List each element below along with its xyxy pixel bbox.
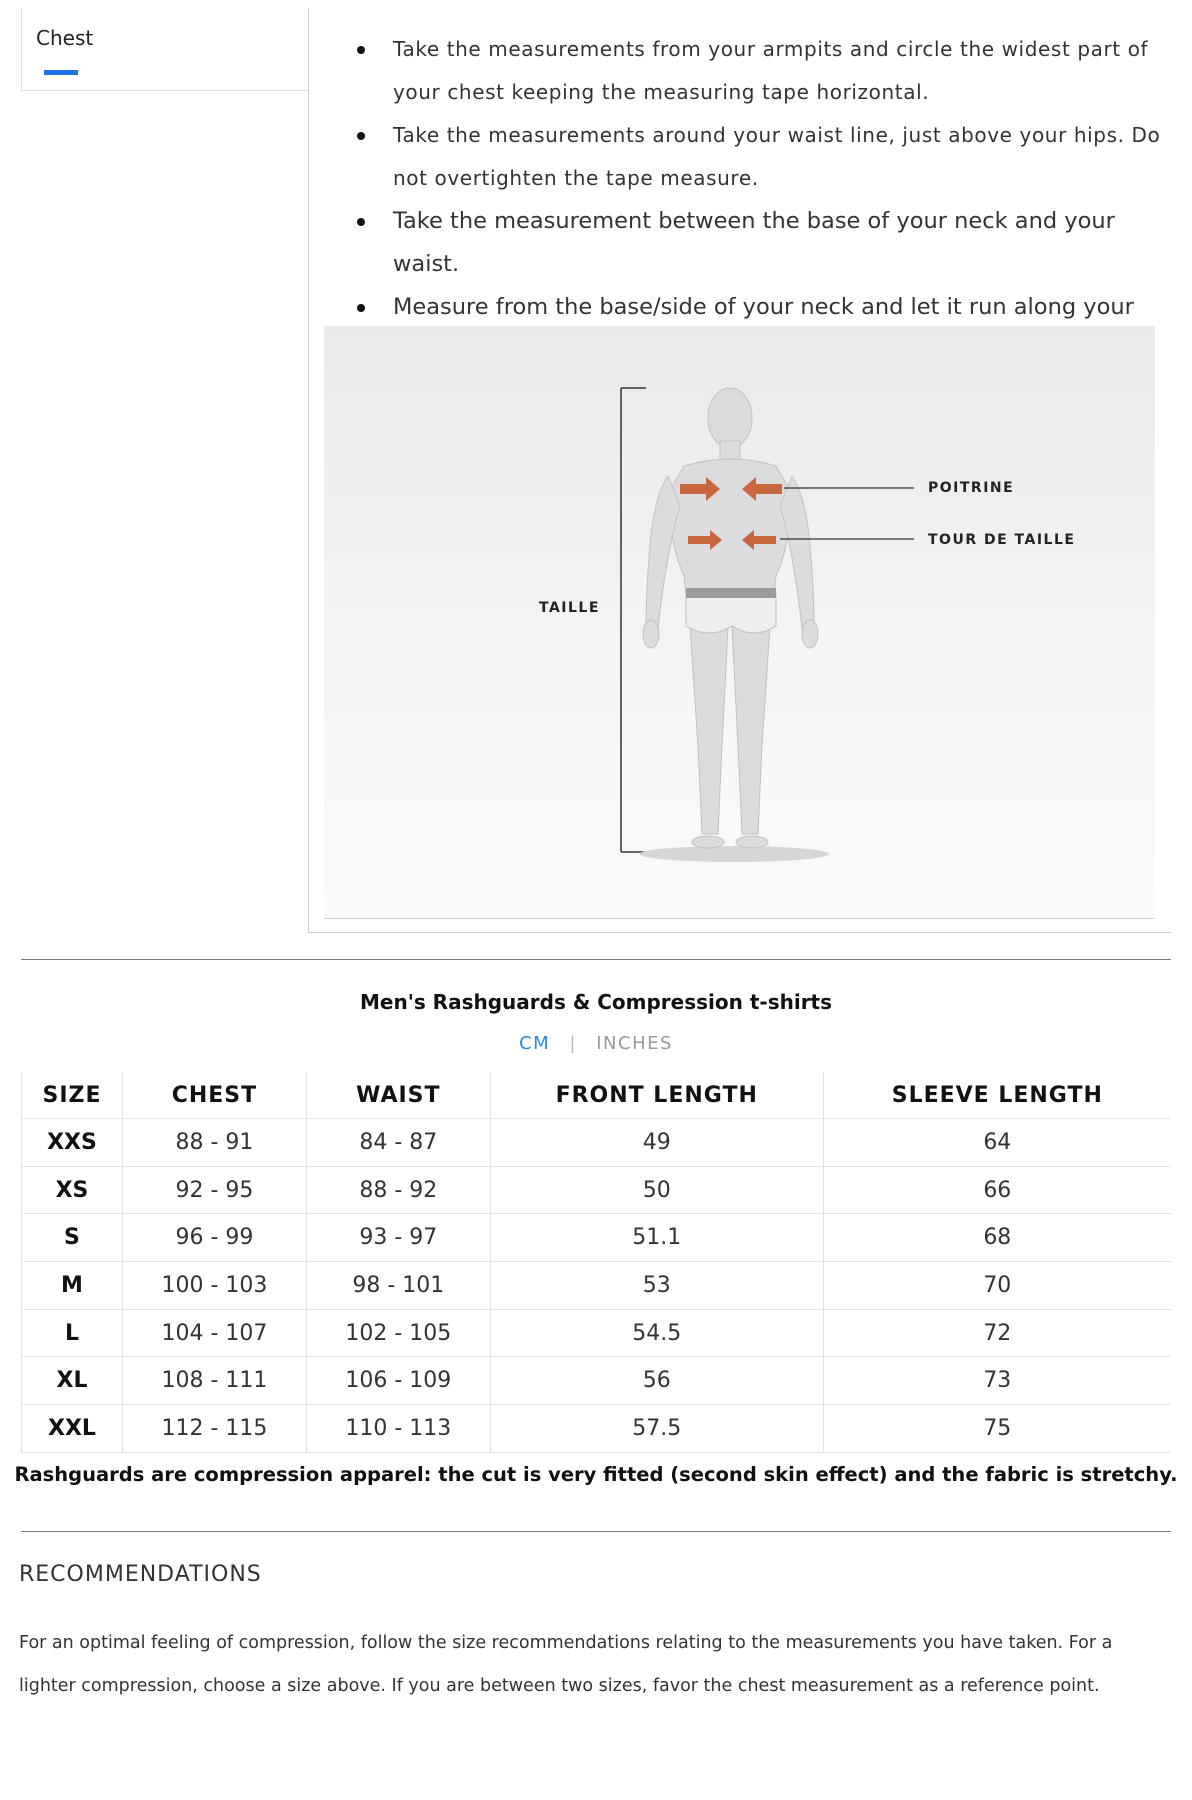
header-waist: WAIST [306,1072,490,1119]
cell-sleeve-length: 70 [823,1262,1171,1310]
cell-size: S [22,1214,123,1262]
table-row [22,1309,1172,1357]
section-divider [21,959,1171,960]
cell-sleeve-length: 73 [823,1357,1171,1405]
cell-waist: 102 - 105 [306,1309,490,1357]
cell-front-length: 54.5 [490,1309,823,1357]
cell-chest: 104 - 107 [122,1309,306,1357]
cell-size: XL [22,1357,123,1405]
cell-waist: 84 - 87 [306,1119,490,1167]
cell-size: L [22,1309,123,1357]
unit-cm-button[interactable]: CM [519,1033,551,1054]
cell-waist: 98 - 101 [306,1262,490,1310]
cell-front-length: 49 [490,1119,823,1167]
size-table-title: Men's Rashguards & Compression t-shirts [359,990,833,1014]
header-sleeve-length: SLEEVE LENGTH [823,1072,1171,1119]
cell-size: XS [22,1166,123,1214]
height-label: TAILLE [539,600,600,616]
cell-waist: 93 - 97 [306,1214,490,1262]
recommendations-text: For an optimal feeling of compression, follow the size recommendations relating to the measurements you have taken. For a lighter compression, choose a size above. If you are between two sizes, favor the chest measurement as a reference point. [19,1633,1113,1696]
cell-front-length: 53 [490,1262,823,1310]
cell-sleeve-length: 64 [823,1119,1171,1167]
compression-note: Rashguards are compression apparel: the cut is very fitted (second skin effect) and the fabric is stretchy. [14,1463,1178,1486]
instruction-list [375,28,1165,372]
size-table [21,1072,1171,1453]
table-row [22,1262,1172,1310]
cell-sleeve-length: 68 [823,1214,1171,1262]
instruction-front-length: Take the measurement between the base of your neck and your waist. [375,200,1165,286]
cell-waist: 110 - 113 [306,1405,490,1453]
cell-size: M [22,1262,123,1310]
cell-chest: 96 - 99 [122,1214,306,1262]
unit-toggle [0,1033,1192,1054]
cell-chest: 100 - 103 [122,1262,306,1310]
cell-sleeve-length: 72 [823,1309,1171,1357]
cell-chest: 92 - 95 [122,1166,306,1214]
cell-chest: 112 - 115 [122,1405,306,1453]
header-chest: CHEST [122,1072,306,1119]
tab-chest[interactable]: Chest [36,26,94,50]
section-divider [21,1531,1171,1532]
tab-active-indicator [44,70,78,75]
table-row [22,1214,1172,1262]
table-row [22,1357,1172,1405]
chest-label: POITRINE [928,480,1015,496]
cell-waist: 106 - 109 [306,1357,490,1405]
cell-front-length: 57.5 [490,1405,823,1453]
mannequin-illustration [324,326,1155,918]
cell-chest: 88 - 91 [122,1119,306,1167]
table-header-row [22,1072,1172,1119]
header-size: SIZE [22,1072,123,1119]
cell-size: XXL [22,1405,123,1453]
recommendations-heading: RECOMMENDATIONS [19,1562,262,1587]
cell-chest: 108 - 111 [122,1357,306,1405]
cell-sleeve-length: 66 [823,1166,1171,1214]
table-row [22,1166,1172,1214]
cell-front-length: 51.1 [490,1214,823,1262]
unit-separator: | [569,1033,577,1054]
cell-front-length: 56 [490,1357,823,1405]
measurement-guide-panel [308,8,1171,933]
header-front-length: FRONT LENGTH [490,1072,823,1119]
table-row [22,1119,1172,1167]
cell-waist: 88 - 92 [306,1166,490,1214]
unit-inches-button[interactable]: INCHES [596,1033,673,1054]
instruction-sleeve-length: Measure from the base/side of your neck and let it run along your [375,286,1165,372]
tab-list [21,8,309,91]
table-row [22,1405,1172,1453]
instruction-chest: Take the measurements from your armpits and circle the widest part of your chest keeping the measuring tape horizontal. [375,28,1165,114]
cell-sleeve-length: 75 [823,1405,1171,1453]
cell-size: XXS [22,1119,123,1167]
waist-label: TOUR DE TAILLE [928,532,1076,548]
cell-front-length: 50 [490,1166,823,1214]
body-measurement-figure [324,326,1155,919]
instruction-waist: Take the measurements around your waist line, just above your hips. Do not overtighten the tape measure. [375,114,1165,200]
